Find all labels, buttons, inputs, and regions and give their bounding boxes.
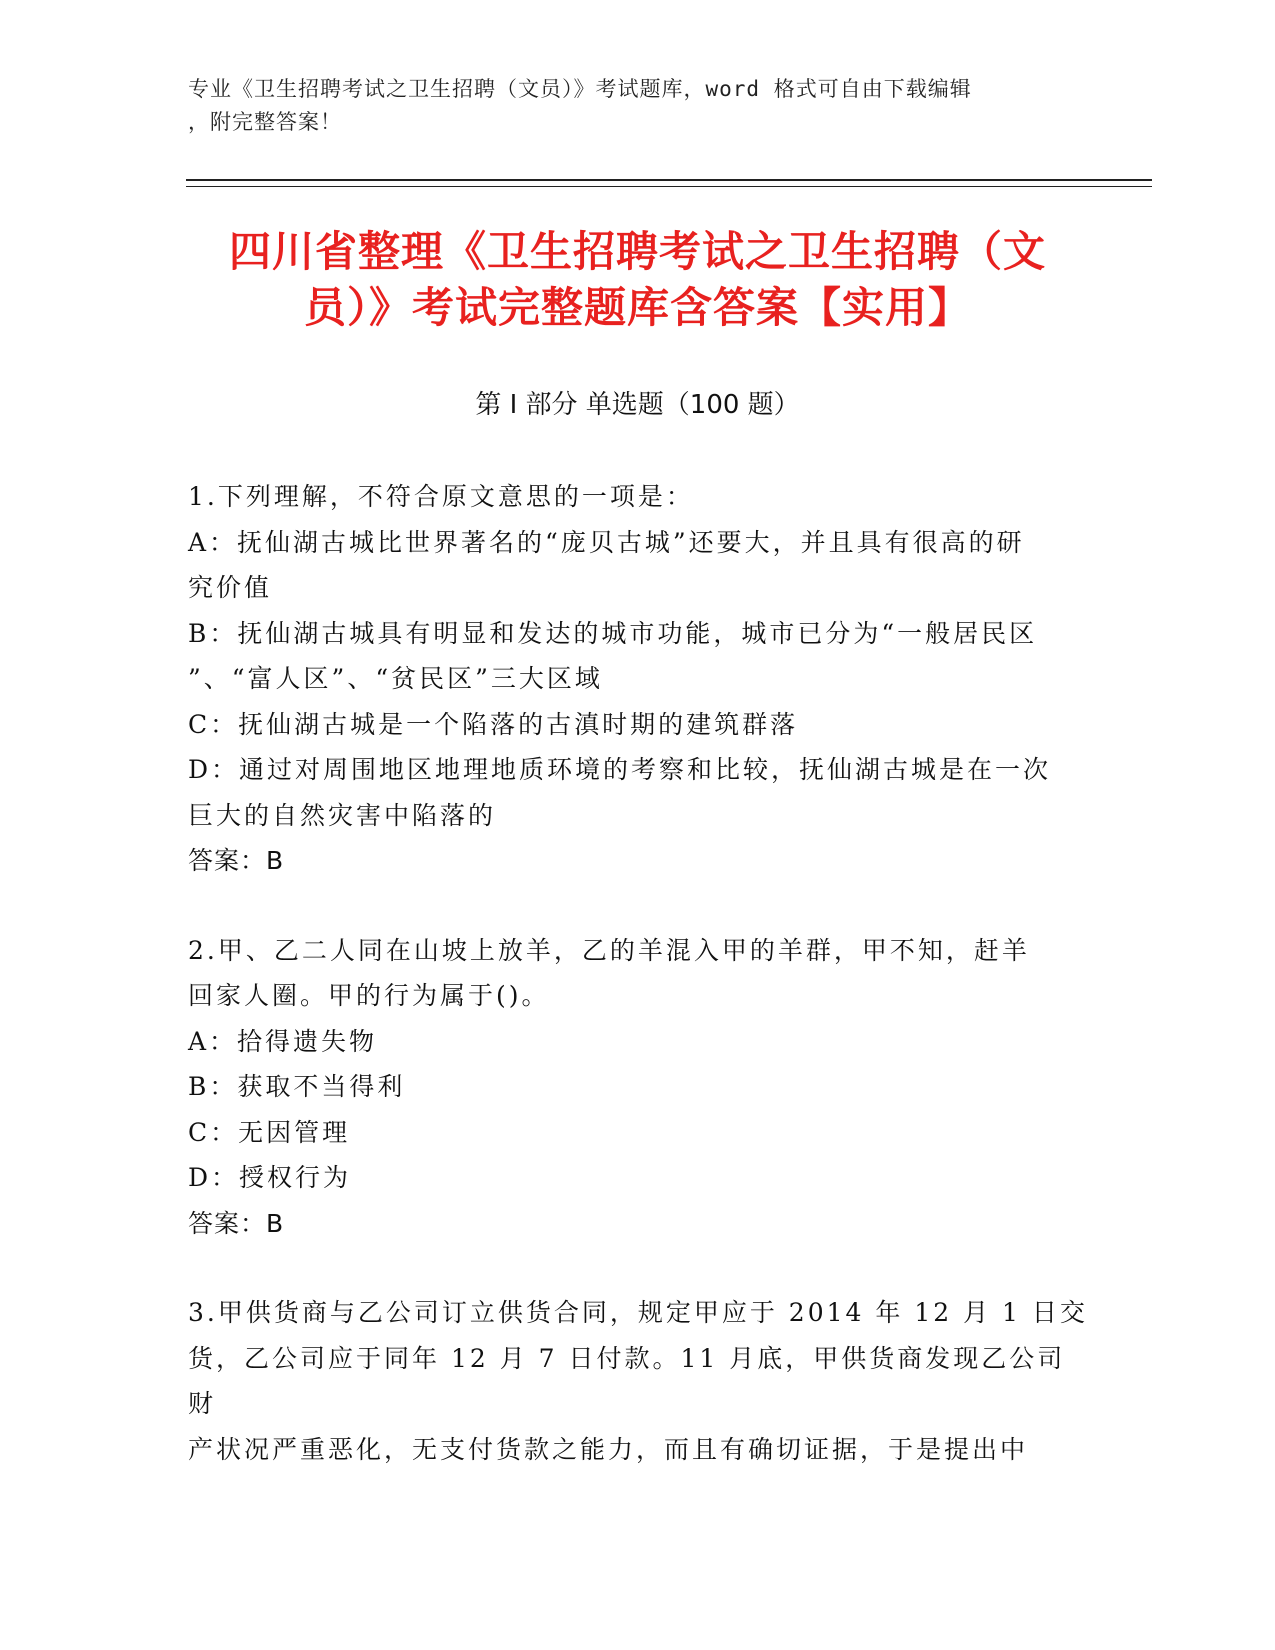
header-divider-thin: [186, 186, 1152, 187]
question-stem-line: 1.下列理解，不符合原文意思的一项是：: [188, 482, 694, 511]
option-c-line: C：抚仙湖古城是一个陷落的古滇时期的建筑群落: [188, 709, 799, 739]
header-note: [188, 73, 1068, 139]
document-title-line-1: 四川省整理《卫生招聘考试之卫生招聘（文: [228, 227, 1046, 276]
option-a-line: 究价值: [188, 573, 273, 602]
question-stem-line: 回家人圈。甲的行为属于()。: [188, 981, 550, 1010]
question-2: [188, 928, 1088, 1247]
question-stem-line: 货，乙公司应于同年 12 月 7 日付款。11 月底，甲供货商发现乙公司财: [188, 1343, 1066, 1418]
option-d-line: D：授权行为: [188, 1163, 352, 1192]
option-a-line: A：拾得遗失物: [188, 1026, 378, 1056]
option-c-line: C：无因管理: [188, 1117, 351, 1147]
question-list: [188, 474, 1088, 1516]
answer-label: 答案：B: [188, 1208, 285, 1238]
question-stem-line: 产状况严重恶化，无支付货款之能力，而且有确切证据，于是提出中: [188, 1434, 1029, 1464]
answer-label: 答案：B: [188, 846, 285, 875]
question-stem-line: 2.甲、乙二人同在山坡上放羊，乙的羊混入甲的羊群，甲不知，赶羊: [188, 935, 1030, 965]
header-divider-thick: [186, 179, 1152, 181]
option-a-line: A：抚仙湖古城比世界著名的“庞贝古城”还要大，并且具有很高的研: [188, 527, 1025, 557]
question-3: [188, 1290, 1088, 1472]
document-title-line-2: 员）》考试完整题库含答案【实用】: [303, 283, 971, 332]
option-d-line: 巨大的自然灾害中陷落的: [188, 800, 497, 830]
question-stem-line: 3.甲供货商与乙公司订立供货合同，规定甲应于 2014 年 12 月 1 日交: [188, 1298, 1088, 1327]
option-d-line: D：通过对周围地区地理地质环境的考察和比较，抚仙湖古城是在一次: [188, 755, 1052, 784]
option-b-line: B：抚仙湖古城具有明显和发达的城市功能，城市已分为“一般居民区: [188, 618, 1038, 648]
section-title: 第 I 部分 单选题（100 题）: [475, 390, 800, 420]
header-note-line-1: 专业《卫生招聘考试之卫生招聘（文员）》考试题库，word 格式可自由下载编辑: [188, 77, 972, 101]
option-b-line: B：获取不当得利: [188, 1072, 406, 1101]
question-1: [188, 474, 1088, 884]
document-title: [150, 224, 1125, 336]
header-note-line-2: ，附完整答案！: [188, 110, 342, 134]
option-b-line: ”、“富人区”、“贫民区”三大区域: [188, 664, 603, 693]
